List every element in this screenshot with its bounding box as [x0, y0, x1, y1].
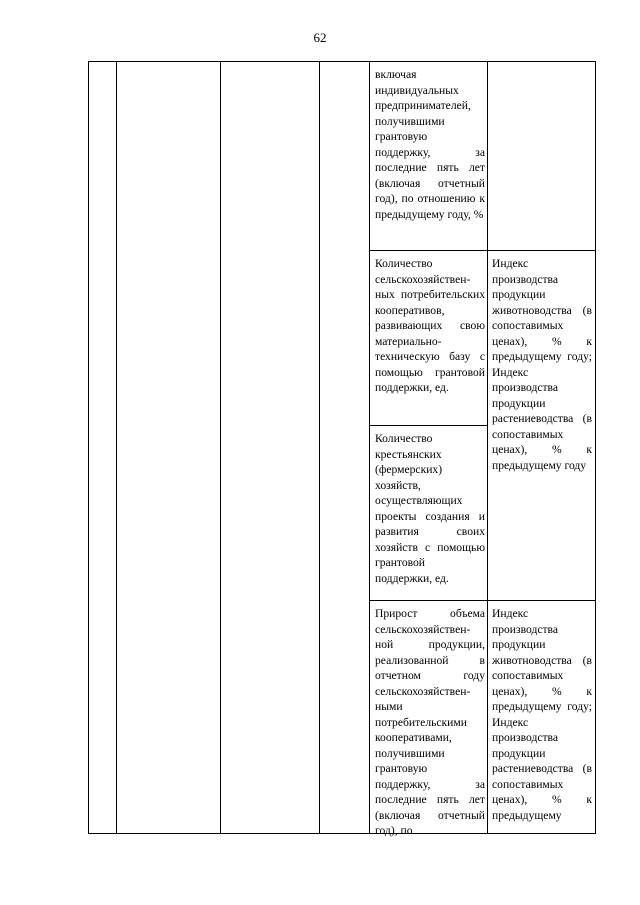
column-divider-2: [220, 61, 221, 833]
row-divider-2: [369, 425, 488, 426]
page-number: 62: [313, 30, 327, 45]
indicator-cell: Прирост объема сельскохозяйствен-ной продукции, реализованной в отчетном году сельскохозяйствен-ными потребительскими кооперативами, получившими грантовую поддержку, за последние пять лет (включая отчетный год), по: [375, 607, 485, 837]
impact-cell: Индекс производства продукции животноводства (в сопоставимых ценах), % к предыдущему году; Индекс производства продукции растениеводства (в сопоставимых ценах), % к предыдущему году: [492, 257, 592, 472]
table-border-bottom: [88, 833, 596, 834]
column-divider-5: [487, 61, 488, 833]
impact-cell: Индекс производства продукции животноводства (в сопоставимых ценах), % к предыдущему году; Индекс производства продукции растениеводства (в сопоставимых ценах), % к предыдущему: [492, 607, 592, 822]
indicator-cell: Количество сельскохозяйствен-ных потребительских кооперативов, развивающих свою материально-техническую базу с помощью грантовой поддержки, ед.: [375, 257, 485, 394]
row-divider-3: [369, 600, 596, 601]
table-border-top: [88, 61, 596, 62]
column-divider-1: [116, 61, 117, 833]
table-border-right: [595, 61, 596, 833]
column-divider-3: [319, 61, 320, 833]
table-border-left: [88, 61, 89, 833]
row-divider-1: [369, 250, 596, 251]
indicator-cell: включая индивидуальных предпринимателей, получившими грантовую поддержку, за последние пять лет (включая отчетный год), по отношению к предыдущему году, %: [375, 68, 485, 221]
indicator-cell: Количество крестьянских (фермерских) хозяйств, осуществляющих проекты создания и развития своих хозяйств с помощью грантовой поддержки, ед.: [375, 432, 485, 585]
column-divider-4: [369, 61, 370, 833]
